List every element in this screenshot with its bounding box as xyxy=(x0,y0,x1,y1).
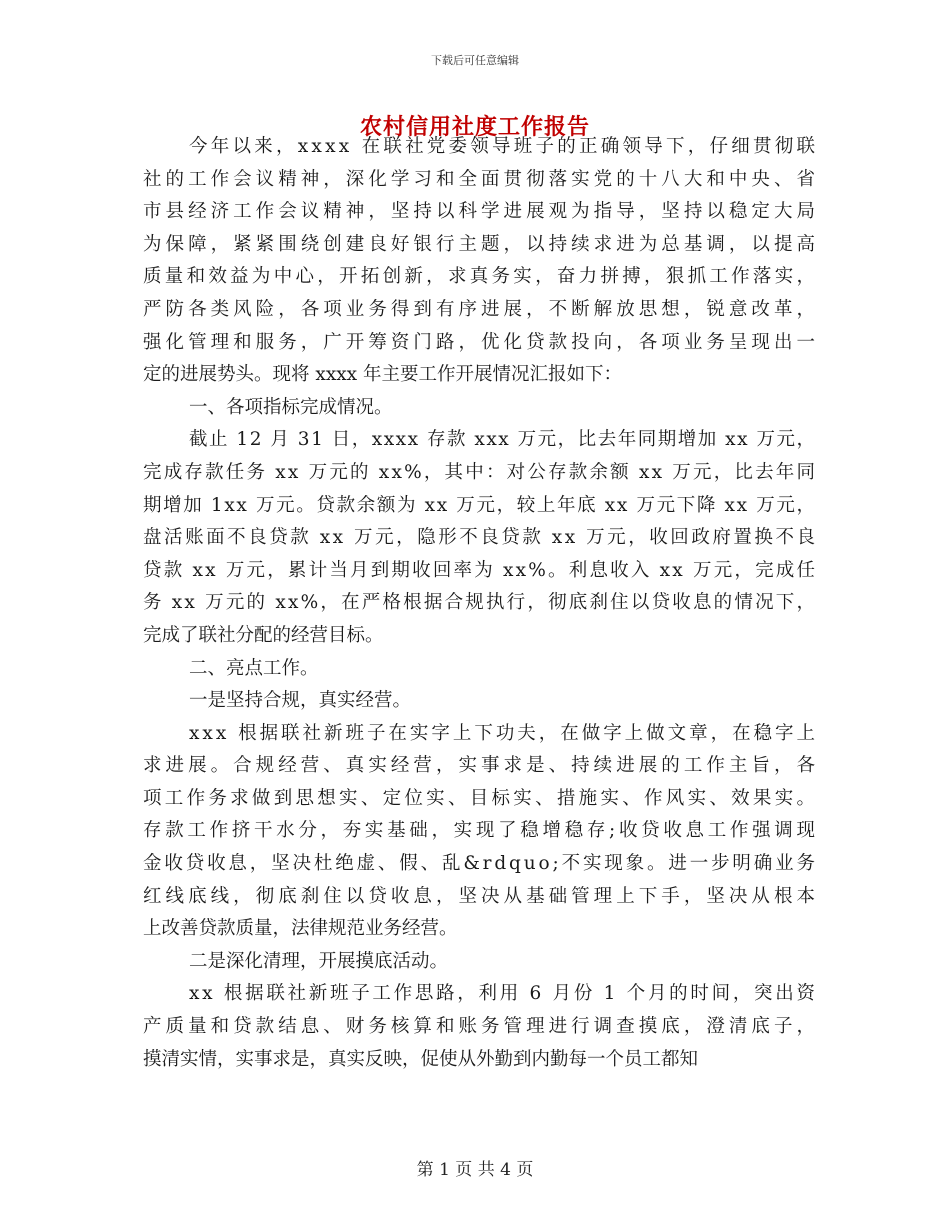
paragraph-line: 市县经济工作会议精神，坚持以科学进展观为指导，坚持以稳定大局 xyxy=(143,201,820,223)
paragraph-line: xx 根据联社新班子工作思路，利用 6 月份 1 个月的时间，突出资 xyxy=(189,983,818,1005)
paragraph-line: 完成存款任务 xx 万元的 xx%，其中：对公存款余额 xx 万元，比去年同 xyxy=(143,461,818,483)
paragraph-line: 二、亮点工作。 xyxy=(189,657,319,679)
paragraph-line: xxx 根据联社新班子在实字上下功夫，在做字上做文章，在稳字上 xyxy=(189,722,818,744)
paragraph-line: 盘活账面不良贷款 xx 万元，隐形不良贷款 xx 万元，收回政府置换不良 xyxy=(143,527,818,549)
page-header: 下载后可任意编辑 xyxy=(431,54,519,67)
paragraph-line: 强化管理和服务，广开筹资门路，优化贷款投向，各项业务呈现出一 xyxy=(143,331,820,353)
paragraph-line: 定的进展势头。现将 xxxx 年主要工作开展情况汇报如下： xyxy=(143,364,622,386)
paragraph-line: 上改善贷款质量，法律规范业务经营。 xyxy=(143,918,458,940)
paragraph-line: 社的工作会议精神，深化学习和全面贯彻落实党的十八大和中央、省 xyxy=(143,168,820,190)
paragraph-line: 贷款 xx 万元，累计当月到期收回率为 xx%。利息收入 xx 万元，完成任 xyxy=(143,559,818,581)
paragraph-line: 一是坚持合规，真实经营。 xyxy=(189,690,412,712)
paragraph-line: 务 xx 万元的 xx%，在严格根据合规执行，彻底刹住以贷收息的情况下， xyxy=(143,592,818,614)
paragraph-line: 一、各项指标完成情况。 xyxy=(189,396,393,418)
page-footer: 第 1 页 共 4 页 xyxy=(416,1160,534,1180)
paragraph-line: 截止 12 月 31 日，xxxx 存款 xxx 万元，比去年同期增加 xx 万元， xyxy=(189,429,817,451)
document-title: 农村信用社度工作报告 xyxy=(359,114,590,140)
paragraph-line: 求进展。合规经营、真实经营，实事求是、持续进展的工作主旨，各 xyxy=(143,755,820,777)
paragraph-line: 金收贷收息，坚决杜绝虚、假、乱&rdquo;不实现象。进一步明确业务 xyxy=(143,853,818,875)
paragraph-line: 完成了联社分配的经营目标。 xyxy=(143,624,384,646)
paragraph-line: 产质量和贷款结息、财务核算和账务管理进行调查摸底，澄清底子， xyxy=(143,1016,820,1038)
paragraph-line: 二是深化清理，开展摸底活动。 xyxy=(189,950,449,972)
paragraph-line: 项工作务求做到思想实、定位实、目标实、措施实、作风实、效果实。 xyxy=(143,787,819,809)
paragraph-line: 摸清实情，实事求是，真实反映，促使从外勤到内勤每一个员工都知 xyxy=(143,1048,699,1070)
document-body xyxy=(143,131,820,1076)
paragraph-line: 严防各类风险，各项业务得到有序进展，不断解放思想，锐意改革， xyxy=(143,298,820,320)
paragraph-line: 为保障，紧紧围绕创建良好银行主题，以持续求进为总基调，以提高 xyxy=(143,233,820,255)
paragraph-line: 红线底线，彻底刹住以贷收息，坚决从基础管理上下手，坚决从根本 xyxy=(143,885,820,907)
paragraph-line: 今年以来，xxxx 在联社党委领导班子的正确领导下，仔细贯彻联 xyxy=(189,136,819,157)
paragraph-line: 存款工作挤干水分，夯实基础，实现了稳增稳存;收贷收息工作强调现 xyxy=(143,820,819,842)
paragraph-line: 质量和效益为中心，开拓创新，求真务实，奋力拼搏，狠抓工作落实， xyxy=(143,266,819,288)
paragraph-line: 期增加 1xx 万元。贷款余额为 xx 万元，较上年底 xx 万元下降 xx 万元， xyxy=(143,494,817,516)
